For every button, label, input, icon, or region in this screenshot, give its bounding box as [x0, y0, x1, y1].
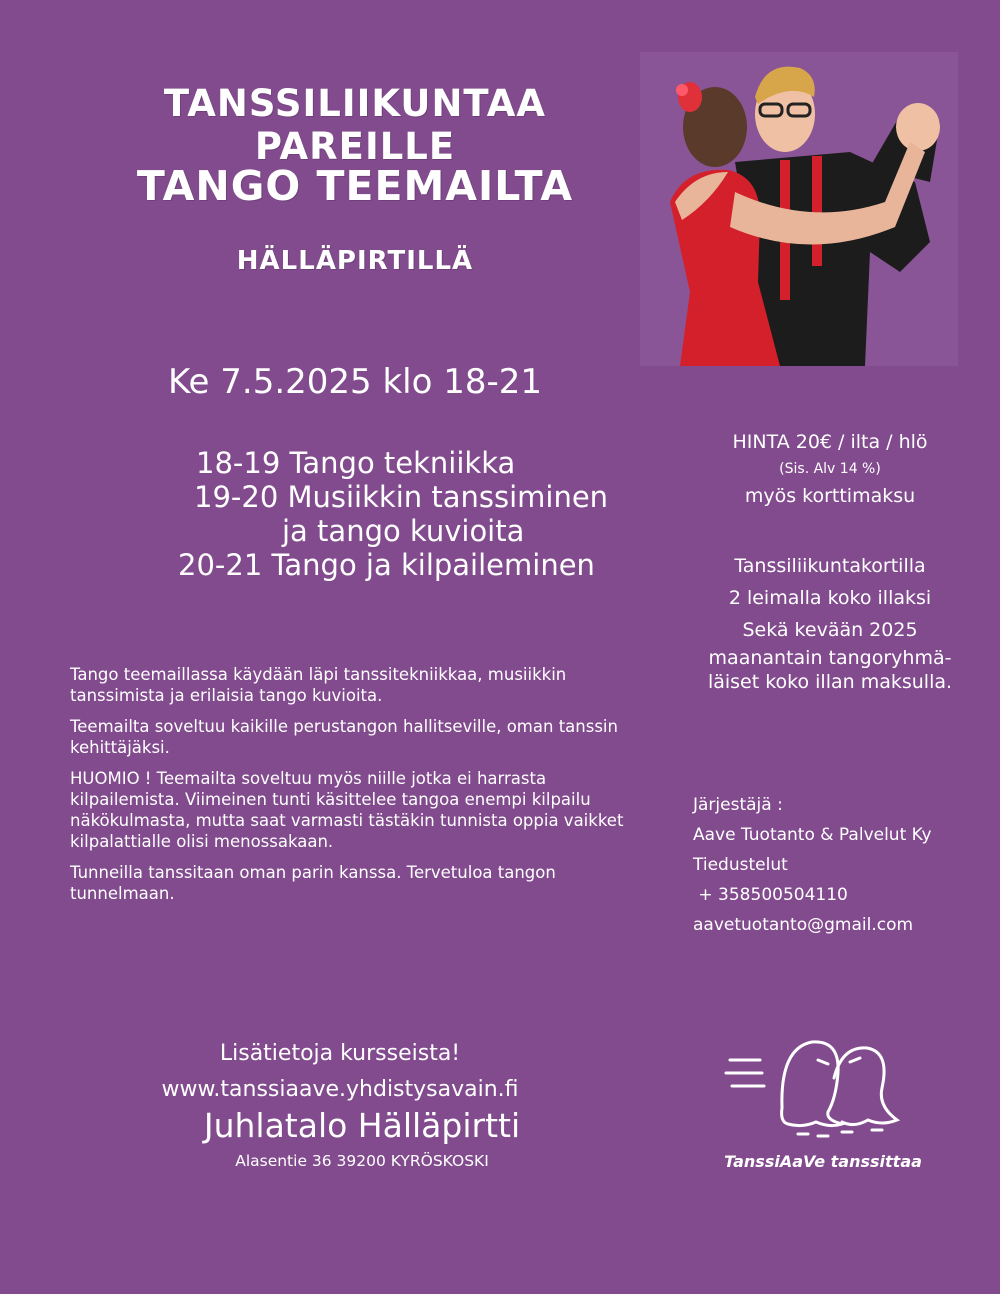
event-date-time: Ke 7.5.2025 klo 18-21	[167, 362, 543, 402]
schedule-item-4: 20-21 Tango ja kilpaileminen	[178, 548, 595, 582]
schedule-item-3: ja tango kuvioita	[282, 514, 525, 548]
more-info	[60, 1036, 620, 1108]
venue-address: Alasentie 36 39200 KYRÖSKOSKI	[235, 1152, 489, 1170]
price-box	[690, 428, 970, 510]
dancing-couple-illustration	[640, 52, 958, 366]
ghost-dancers-icon	[722, 1028, 922, 1143]
description-paragraph-2: Teemailta soveltuu kaikille perustangon hallitseville, oman tanssin kehittäjäksi.	[70, 717, 618, 757]
title-line-2: TANGO TEEMAILTA	[136, 162, 574, 210]
venue-name: Juhlatalo Hälläpirtti	[203, 1106, 521, 1145]
logo-tagline: TanssiAaVe tanssittaa	[724, 1152, 922, 1171]
organizer-label: Järjestäjä :	[693, 795, 783, 815]
description-paragraph-4: Tunneilla tanssitaan oman parin kanssa. Tervetuloa tangon tunnelmaan.	[70, 863, 556, 903]
card-line-3: Sekä kevään 2025	[742, 619, 918, 641]
organizer-name: Aave Tuotanto & Palvelut Ky	[693, 825, 932, 845]
description-paragraph-3: HUOMIO ! Teemailta soveltuu myös niille jotka ei harrasta kilpailemista. Viimeinen tunti käsittelee tangoa enempi kilpailu näkökulmasta, mutta saat varmasti tästäkin tunnista oppia vaikket kilpalattialle olisi menossakaan.	[70, 769, 624, 851]
inquiries-label: Tiedustelut	[693, 855, 788, 875]
card-line-4: maanantain tangoryhmä-	[708, 647, 952, 669]
card-line-1: Tanssiliikuntakortilla	[734, 555, 926, 577]
title-line-3: HÄLLÄPIRTILLÄ	[236, 246, 474, 276]
dancing-couple-photo	[640, 52, 958, 366]
description-paragraph-1: Tango teemaillassa käydään läpi tanssitekniikkaa, musiikkin tanssimista ja erilaisia tango kuvioita.	[70, 665, 567, 705]
organizer-info	[693, 790, 932, 940]
email-address[interactable]: aavetuotanto@gmail.com	[693, 915, 914, 935]
website-link[interactable]: www.tanssiaave.yhdistysavain.fi	[161, 1077, 519, 1102]
schedule-item-2: 19-20 Musiikkin tanssiminen	[194, 480, 609, 514]
description	[70, 664, 645, 914]
phone-number[interactable]: + 358500504110	[693, 885, 848, 905]
dance-card-info	[690, 550, 970, 694]
tanssiaave-logo	[722, 1028, 922, 1143]
title-line-1: TANSSILIIKUNTAA PAREILLE	[163, 82, 547, 168]
card-payment-note: myös korttimaksu	[744, 485, 916, 507]
schedule-item-1: 18-19 Tango tekniikka	[196, 446, 516, 480]
more-info-text: Lisätietoja kursseista!	[219, 1041, 461, 1066]
price-line: HINTA 20€ / ilta / hlö	[732, 431, 928, 453]
vat-note: (Sis. Alv 14 %)	[779, 461, 881, 477]
card-line-5: läiset koko illan maksulla.	[707, 671, 953, 693]
card-line-2: 2 leimalla koko illaksi	[728, 587, 932, 609]
